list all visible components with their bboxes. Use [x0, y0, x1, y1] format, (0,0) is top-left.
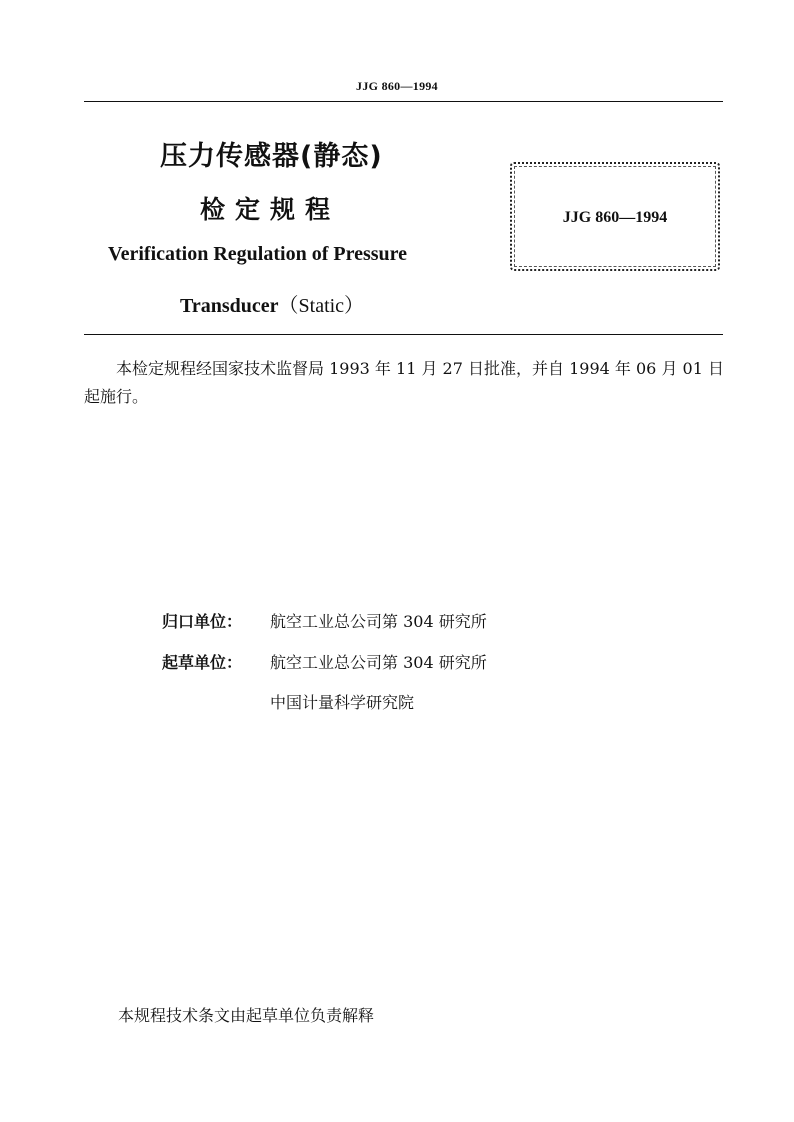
- subtitle-chinese: 检定规程: [200, 195, 341, 224]
- drafting-unit-label: 起草单位：: [162, 653, 243, 672]
- drafting-unit-value-1: 航空工业总公司第 304 研究所: [270, 653, 487, 672]
- header-rule: [84, 101, 723, 102]
- interpretation-note: 本规程技术条文由起草单位负责解释: [118, 1006, 375, 1025]
- title-english-line-2: [180, 289, 364, 318]
- responsible-unit-label: 归口单位：: [162, 612, 243, 631]
- title-chinese: 压力传感器(静态): [160, 141, 383, 172]
- header-code: JJG 860—1994: [356, 79, 438, 93]
- approval-statement: 本检定规程经国家技术监督局 1993 年 11 月 27 日批准，并自 1994 年 06 月 01 日起施行。: [84, 359, 724, 406]
- title-english-static: （Static）: [278, 295, 365, 317]
- title-rule: [84, 334, 723, 335]
- title-english-line-1: Verification Regulation of Pressure: [108, 243, 408, 265]
- responsible-unit-value: 航空工业总公司第 304 研究所: [270, 612, 487, 631]
- drafting-unit-value-2: 中国计量科学研究院: [270, 693, 415, 712]
- regulation-code: JJG 860—1994: [562, 209, 668, 226]
- title-english-transducer: Transducer: [180, 295, 279, 317]
